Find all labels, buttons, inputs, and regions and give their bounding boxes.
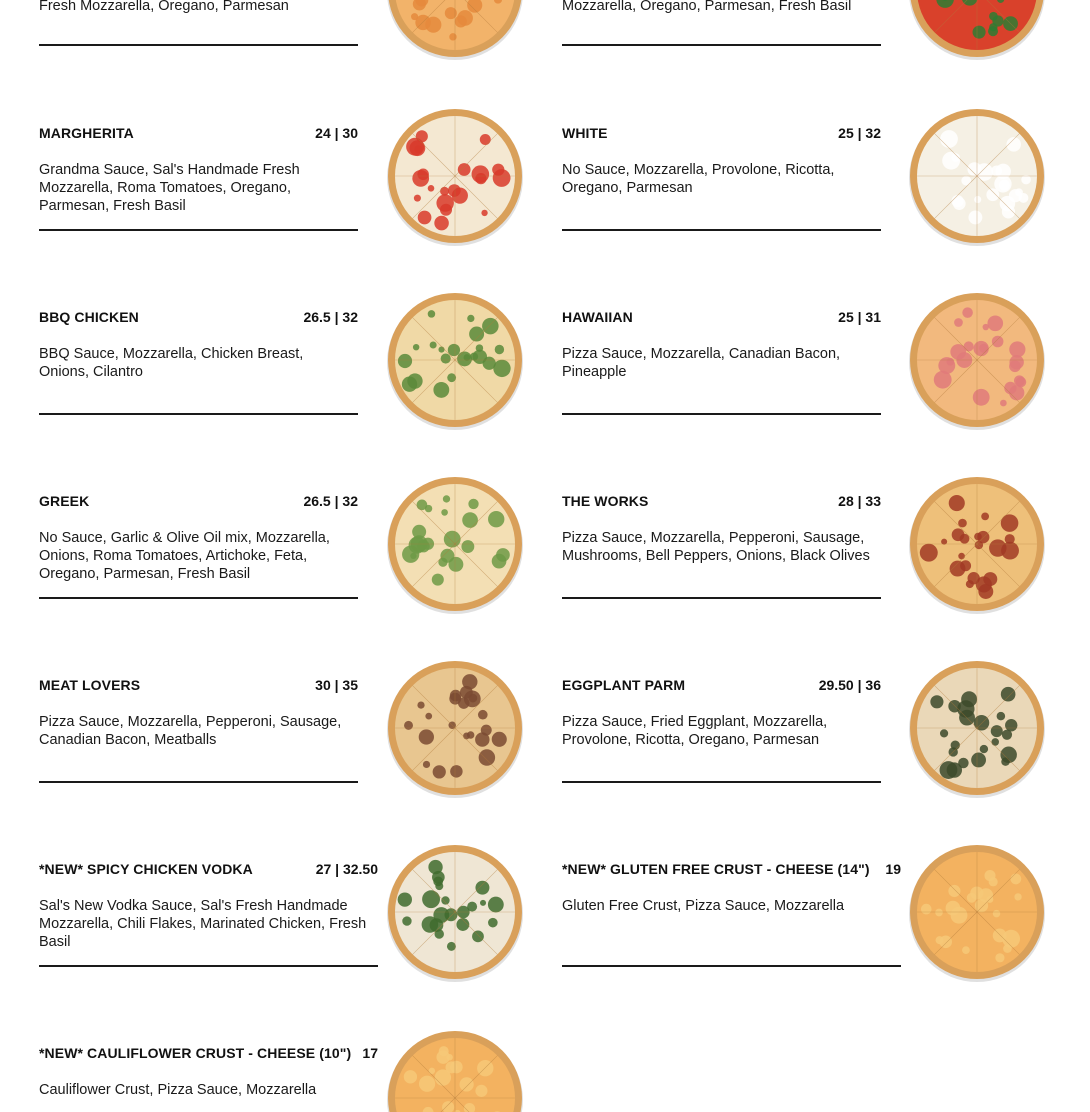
item-description: Pizza Sauce, Fried Eggplant, Mozzarella, Provolone, Ricotta, Oregano, Parmesan [562,714,828,748]
divider [39,597,358,599]
meat-lovers-pizza-image [385,658,525,798]
item-description: No Sauce, Mozzarella, Provolone, Ricotta, Oregano, Parmesan [562,162,835,196]
menu-item-white [562,125,881,235]
item-price: 26.5 | 32 [303,309,358,325]
item-name: *NEW* CAULIFLOWER CRUST - CHEESE (10") [39,1045,352,1061]
item-description: No Sauce, Garlic & Olive Oil mix, Mozzarella, Onions, Roma Tomatoes, Artichoke, Feta, Oregano, Parmesan, Fresh Basil [39,530,330,582]
white-pizza-image [907,106,1047,246]
tomato-pizza-image [907,0,1047,60]
divider [562,781,881,783]
item-name: BBQ CHICKEN [39,309,139,325]
menu-item-greek [39,493,358,603]
menu-item-hawaiian [562,309,881,419]
item-name: WHITE [562,125,608,141]
menu-item-eggplant-parm [562,677,881,787]
menu-item-gluten-free-cheese [562,861,901,971]
item-price: 30 | 35 [315,677,358,693]
hawaiian-pizza-image [907,290,1047,430]
item-name: HAWAIIAN [562,309,633,325]
item-name: THE WORKS [562,493,649,509]
item-price: 19 [885,861,901,877]
gluten-free-pizza-image [907,842,1047,982]
item-description: Gluten Free Crust, Pizza Sauce, Mozzarella [562,898,845,914]
divider [562,44,881,46]
item-price: 25 | 31 [838,309,881,325]
divider [562,965,901,967]
item-price: 26.5 | 32 [303,493,358,509]
item-name: GREEK [39,493,90,509]
item-description: BBQ Sauce, Mozzarella, Chicken Breast, Onions, Cilantro [39,346,304,380]
partial-item-description-left: Fresh Mozzarella, Oregano, Parmesan [39,0,289,14]
menu-item-meat-lovers [39,677,358,787]
divider [562,597,881,599]
partial-item-description-right: Mozzarella, Oregano, Parmesan, Fresh Basil [562,0,852,14]
divider [562,229,881,231]
cauliflower-pizza-image [385,1028,525,1112]
menu-item-spicy-chicken-vodka [39,861,378,971]
item-description: Sal's New Vodka Sauce, Sal's Fresh Handmade Mozzarella, Chili Flakes, Marinated Chicken, Fresh Basil [39,898,367,950]
item-description: Pizza Sauce, Mozzarella, Pepperoni, Sausage, Mushrooms, Bell Peppers, Onions, Black Olives [562,530,870,564]
item-price: 27 | 32.50 [315,861,378,877]
eggplant-parm-pizza-image [907,658,1047,798]
divider [39,44,358,46]
menu-item-bbq-chicken [39,309,358,419]
item-price: 17 [362,1045,378,1061]
divider [562,413,881,415]
menu-item-the-works [562,493,881,603]
spicy-chicken-vodka-pizza-image [385,842,525,982]
item-description: Grandma Sauce, Sal's Handmade Fresh Mozzarella, Roma Tomatoes, Oregano, Parmesan, Fresh Basil [39,162,300,214]
the-works-pizza-image [907,474,1047,614]
divider [39,229,358,231]
item-price: 29.50 | 36 [818,677,881,693]
item-name: MEAT LOVERS [39,677,141,693]
cheese-pizza-image [385,0,525,60]
menu-item-margherita [39,125,358,235]
item-price: 25 | 32 [838,125,881,141]
item-name: EGGPLANT PARM [562,677,686,693]
menu-item-cauliflower-cheese [39,1045,378,1112]
item-description: Pizza Sauce, Mozzarella, Canadian Bacon, Pineapple [562,346,841,380]
divider [39,965,378,967]
item-name: *NEW* GLUTEN FREE CRUST - CHEESE (14") [562,861,870,877]
greek-pizza-image [385,474,525,614]
item-description: Pizza Sauce, Mozzarella, Pepperoni, Sausage, Canadian Bacon, Meatballs [39,714,342,748]
divider [39,413,358,415]
divider [39,781,358,783]
item-price: 28 | 33 [838,493,881,509]
margherita-pizza-image [385,106,525,246]
bbq-chicken-pizza-image [385,290,525,430]
item-name: MARGHERITA [39,125,134,141]
item-name: *NEW* SPICY CHICKEN VODKA [39,861,253,877]
item-description: Cauliflower Crust, Pizza Sauce, Mozzarella [39,1082,317,1098]
item-price: 24 | 30 [315,125,358,141]
